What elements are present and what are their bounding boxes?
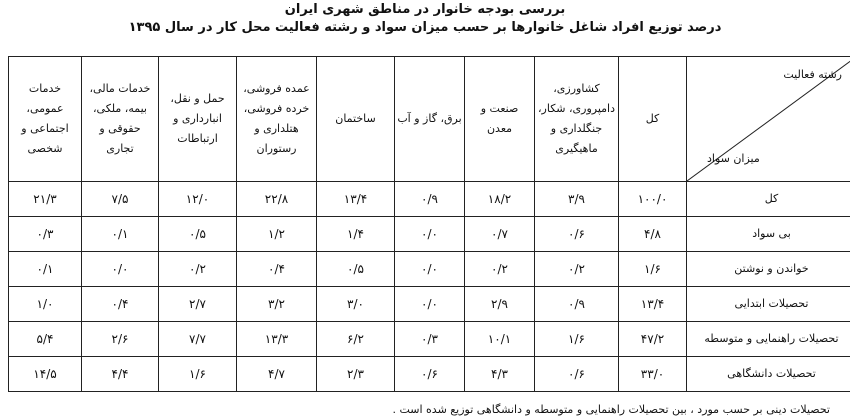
literacy-axis-label: میزان سواد bbox=[707, 152, 760, 165]
table-cell: ۱۳/۴ bbox=[317, 182, 395, 217]
column-header: حمل و نقل، انبارداری و ارتباطات bbox=[159, 57, 237, 182]
table-cell: ۷/۵ bbox=[82, 182, 159, 217]
table-cell: ۱۰۰/۰ bbox=[619, 182, 687, 217]
table-cell: ۴/۸ bbox=[619, 217, 687, 252]
table-cell: ۱/۴ bbox=[317, 217, 395, 252]
row-label: کل bbox=[687, 182, 850, 217]
table-row bbox=[9, 322, 850, 357]
table-cell: ۱۳/۴ bbox=[619, 287, 687, 322]
table-cell: ۱/۶ bbox=[619, 252, 687, 287]
table-cell: ۰/۴ bbox=[237, 252, 317, 287]
column-header: کشاورزی، دامپروری، شکار، جنگلداری و ماهیگیری bbox=[535, 57, 619, 182]
table-cell: ۰/۵ bbox=[159, 217, 237, 252]
table-row bbox=[9, 182, 850, 217]
table-cell: ۱/۶ bbox=[159, 357, 237, 392]
table-cell: ۰/۰ bbox=[395, 217, 465, 252]
row-label: تحصیلات راهنمایی و متوسطه bbox=[687, 322, 850, 357]
table-cell: ۰/۹ bbox=[535, 287, 619, 322]
row-label: بی سواد bbox=[687, 217, 850, 252]
table-cell: ۰/۲ bbox=[159, 252, 237, 287]
table-cell: ۴/۴ bbox=[82, 357, 159, 392]
column-header: خدمات مالی، بیمه، ملکی، حقوقی و تجاری bbox=[82, 57, 159, 182]
table-row bbox=[9, 287, 850, 322]
column-header: عمده فروشی، خرده فروشی، هتلداری و رستوران bbox=[237, 57, 317, 182]
table-cell: ۱۳/۳ bbox=[237, 322, 317, 357]
table-cell: ۰/۶ bbox=[535, 357, 619, 392]
statistics-table bbox=[8, 56, 850, 392]
table-cell: ۰/۲ bbox=[465, 252, 535, 287]
column-header: برق، گاز و آب bbox=[395, 57, 465, 182]
table-cell: ۴/۳ bbox=[465, 357, 535, 392]
table-cell: ۲/۶ bbox=[82, 322, 159, 357]
table-cell: ۰/۳ bbox=[395, 322, 465, 357]
activity-axis-label: رشته فعالیت bbox=[783, 68, 842, 81]
table-cell: ۵/۴ bbox=[9, 322, 82, 357]
row-label: تحصیلات ابتدایی bbox=[687, 287, 850, 322]
table-cell: ۰/۱ bbox=[9, 252, 82, 287]
table-cell: ۲/۷ bbox=[159, 287, 237, 322]
table-cell: ۳۳/۰ bbox=[619, 357, 687, 392]
row-label: خواندن و نوشتن bbox=[687, 252, 850, 287]
table-cell: ۰/۰ bbox=[395, 252, 465, 287]
table-cell: ۲/۹ bbox=[465, 287, 535, 322]
table-row bbox=[9, 357, 850, 392]
table-cell: ۲۲/۸ bbox=[237, 182, 317, 217]
table-cell: ۱/۲ bbox=[237, 217, 317, 252]
corner-header-cell bbox=[687, 57, 850, 182]
table-cell: ۰/۷ bbox=[465, 217, 535, 252]
table-cell: ۰/۲ bbox=[535, 252, 619, 287]
column-header: صنعت و معدن bbox=[465, 57, 535, 182]
table-cell: ۲۱/۳ bbox=[9, 182, 82, 217]
table-cell: ۷/۷ bbox=[159, 322, 237, 357]
footnote: تحصیلات دینی بر حسب مورد ، بین تحصیلات راهنمایی و متوسطه و دانشگاهی توزیع شده است . bbox=[392, 403, 830, 416]
table-cell: ۱۸/۲ bbox=[465, 182, 535, 217]
table-cell: ۳/۹ bbox=[535, 182, 619, 217]
table-cell: ۴/۷ bbox=[237, 357, 317, 392]
table-cell: ۰/۶ bbox=[535, 217, 619, 252]
table-cell: ۱۰/۱ bbox=[465, 322, 535, 357]
table-cell: ۱۲/۰ bbox=[159, 182, 237, 217]
table-cell: ۰/۳ bbox=[9, 217, 82, 252]
table-cell: ۴۷/۲ bbox=[619, 322, 687, 357]
table-cell: ۰/۰ bbox=[395, 287, 465, 322]
table-cell: ۰/۱ bbox=[82, 217, 159, 252]
table-cell: ۳/۰ bbox=[317, 287, 395, 322]
table-cell: ۶/۲ bbox=[317, 322, 395, 357]
table-cell: ۰/۹ bbox=[395, 182, 465, 217]
table-cell: ۳/۲ bbox=[237, 287, 317, 322]
column-header: کل bbox=[619, 57, 687, 182]
table-cell: ۰/۰ bbox=[82, 252, 159, 287]
table-cell: ۱۴/۵ bbox=[9, 357, 82, 392]
column-header: خدمات عمومی، اجتماعی و شخصی bbox=[9, 57, 82, 182]
page-subtitle: درصد توزیع افراد شاغل خانوارها بر حسب میزان سواد و رشته فعالیت محل کار در سال ۱۳۹۵ bbox=[128, 20, 722, 35]
table-cell: ۱/۰ bbox=[9, 287, 82, 322]
row-label: تحصیلات دانشگاهی bbox=[687, 357, 850, 392]
table-cell: ۱/۶ bbox=[535, 322, 619, 357]
table-cell: ۰/۶ bbox=[395, 357, 465, 392]
page-title: بررسی بودجه خانوار در مناطق شهری ایران bbox=[284, 2, 566, 17]
table-row bbox=[9, 252, 850, 287]
column-header: ساختمان bbox=[317, 57, 395, 182]
table-cell: ۰/۴ bbox=[82, 287, 159, 322]
table-cell: ۲/۳ bbox=[317, 357, 395, 392]
table-cell: ۰/۵ bbox=[317, 252, 395, 287]
table-row bbox=[9, 217, 850, 252]
table-header-row bbox=[9, 57, 850, 182]
